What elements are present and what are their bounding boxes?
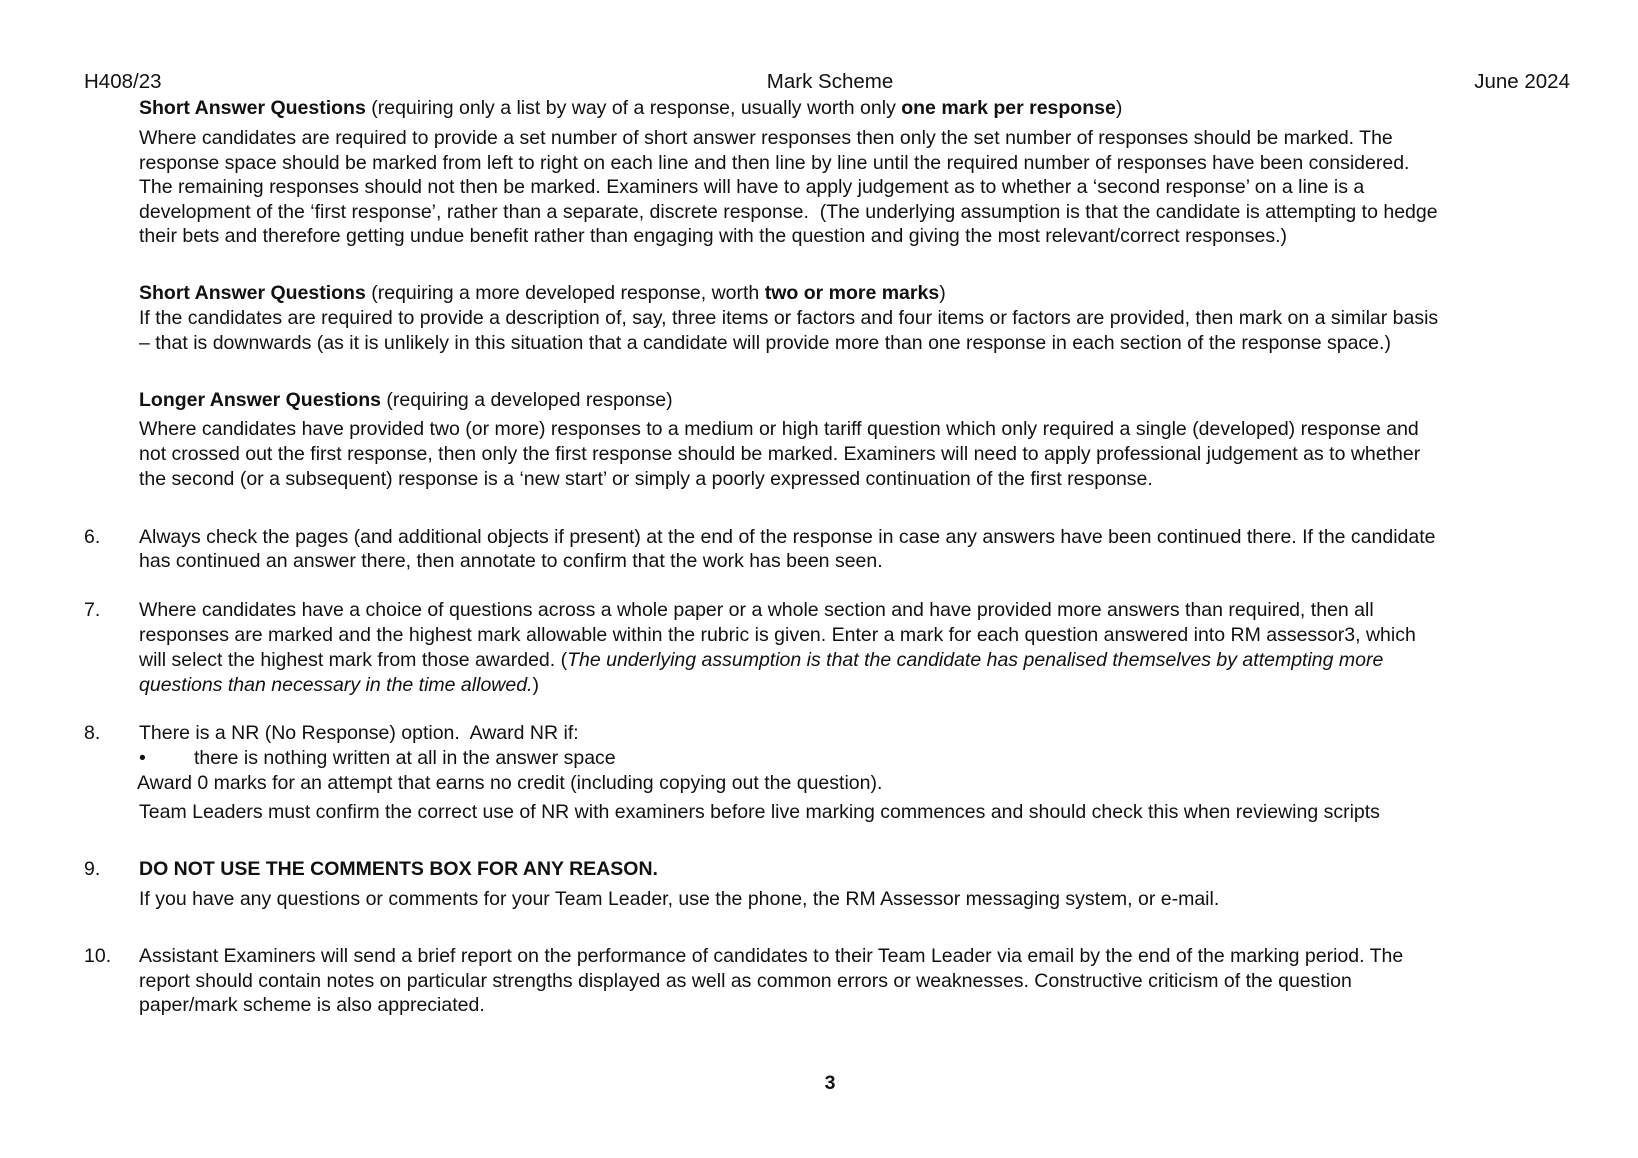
text: has continued an answer there, then annotate to confirm that the work has been seen. — [139, 550, 883, 572]
item-9-line — [139, 857, 658, 881]
item-6-line — [139, 525, 1436, 549]
text: paper/mark scheme is also appreciated. — [139, 994, 485, 1016]
text: (requiring a more developed response, worth — [365, 282, 765, 304]
bold-text: Longer Answer Questions — [139, 389, 381, 411]
saq-list-text-line — [139, 200, 1438, 224]
laq-text-line — [139, 417, 1419, 441]
item-10-line — [139, 993, 485, 1017]
text: (requiring only a list by way of a response, usually worth only — [365, 97, 902, 119]
bold-text: two or more marks — [764, 282, 940, 304]
italic-text: questions than necessary in the time allowed. — [139, 674, 533, 696]
laq-text-line — [139, 467, 1153, 491]
text: ) — [1115, 97, 1123, 119]
text: will select the highest mark from those awarded. ( — [139, 649, 568, 671]
text: If the candidates are required to provide a description of, say, three items or factors and four items or factors are provided, then mark on a similar basis — [139, 307, 1439, 329]
item-7-line — [139, 623, 1416, 647]
text: report should contain notes on particular strengths displayed as well as common errors or weaknesses. Constructive criticism of the question — [139, 969, 1352, 992]
bullet-icon: • — [139, 747, 146, 769]
text: Award 0 marks for an attempt that earns no credit (including copying out the question). — [137, 772, 883, 794]
laq-text-line — [139, 442, 1420, 466]
item-6-line — [139, 549, 883, 573]
item-number: 6. — [84, 526, 101, 548]
bold-text: DO NOT USE THE COMMENTS BOX FOR ANY REASON. — [139, 858, 658, 880]
text: Where candidates have a choice of questions across a whole paper or a whole section and have provided more answers than required, then all — [139, 599, 1374, 621]
text: Where candidates have provided two (or more) responses to a medium or high tariff question which only required a single (developed) response and — [139, 418, 1419, 440]
item-7-line — [139, 648, 1383, 672]
item-number: 7. — [84, 599, 101, 621]
item-8-team-line — [139, 800, 1380, 824]
saq-list-text-line — [139, 126, 1393, 150]
saq-list-text-line — [139, 151, 1409, 175]
item-number: 10. — [84, 945, 112, 967]
saq-list-text-line — [139, 224, 1287, 248]
text: not crossed out the first response, then only the first response should be marked. Examiners will need to apply professional judgement as to whether — [139, 443, 1421, 465]
text: If you have any questions or comments for your Team Leader, use the phone, the RM Assessor messaging system, or e-mail. — [139, 888, 1220, 910]
text: Where candidates are required to provide a set number of short answer responses then only the set number of responses should be marked. The — [139, 127, 1393, 149]
text: responses are marked and the highest mark allowable within the rubric is given. Enter a mark for each question answered into RM assessor3, which — [139, 624, 1416, 646]
saq-list-heading-line — [139, 96, 1122, 120]
saq-developed-heading-line — [139, 281, 946, 305]
item-number: 8. — [84, 722, 101, 744]
text: There is a NR (No Response) option. Award NR if: — [139, 722, 579, 744]
saq-developed-text-line — [139, 331, 1391, 355]
text: response space should be marked from left to right on each line and then line by line until the required number of responses have been considered. — [139, 151, 1410, 174]
page-number: 3 — [824, 1072, 836, 1094]
italic-text: The underlying assumption is that the candidate has penalised themselves by attempting more — [567, 649, 1384, 671]
item-9-text-line — [139, 887, 1219, 911]
text: development of the ‘first response’, rather than a separate, discrete response. (The underlying assumption is that the candidate is attempting to hedge — [139, 200, 1438, 223]
item-7-line — [139, 598, 1374, 622]
text: Assistant Examiners will send a brief report on the performance of candidates to their Team Leader via email by the end of the marking period. The — [139, 945, 1404, 967]
document-title: Mark Scheme — [766, 70, 894, 93]
saq-list-text-line — [139, 175, 1364, 199]
bold-text: Short Answer Questions — [139, 97, 366, 119]
text: ) — [532, 674, 539, 696]
item-8-line — [139, 721, 579, 745]
text: their bets and therefore getting undue benefit rather than engaging with the question and giving the most relevant/correct responses.) — [139, 225, 1287, 247]
text: Team Leaders must confirm the correct use of NR with examiners before live marking commences and should check this when reviewing scripts — [139, 801, 1380, 823]
text: The remaining responses should not then be marked. Examiners will have to apply judgement as to whether a ‘second response’ on a line is a — [139, 176, 1365, 198]
text: Always check the pages (and additional objects if present) at the end of the response in case any answers have been continued there. If the candidate — [139, 526, 1436, 548]
item-7-line — [139, 673, 539, 697]
document-code: H408/23 — [84, 70, 162, 93]
bold-text: Short Answer Questions — [139, 282, 366, 304]
text: there is nothing written at all in the answer space — [194, 747, 616, 769]
saq-developed-text-line — [139, 306, 1438, 330]
item-10-line — [139, 944, 1403, 968]
item-10-line — [139, 969, 1352, 993]
bold-text: one mark per response — [901, 97, 1116, 119]
laq-heading-line — [139, 388, 673, 412]
text: (requiring a developed response) — [380, 389, 673, 411]
item-number: 9. — [84, 858, 101, 880]
item-8-zero-line — [137, 771, 882, 795]
text: ) — [939, 282, 946, 304]
text: the second (or a subsequent) response is a ‘new start’ or simply a poorly expressed continuation of the first response. — [139, 468, 1153, 490]
text: – that is downwards (as it is unlikely in this situation that a candidate will provide more than one response in each section of the response space.) — [139, 332, 1391, 354]
item-8-bullet-line — [194, 746, 616, 770]
document-date: June 2024 — [1474, 70, 1570, 93]
